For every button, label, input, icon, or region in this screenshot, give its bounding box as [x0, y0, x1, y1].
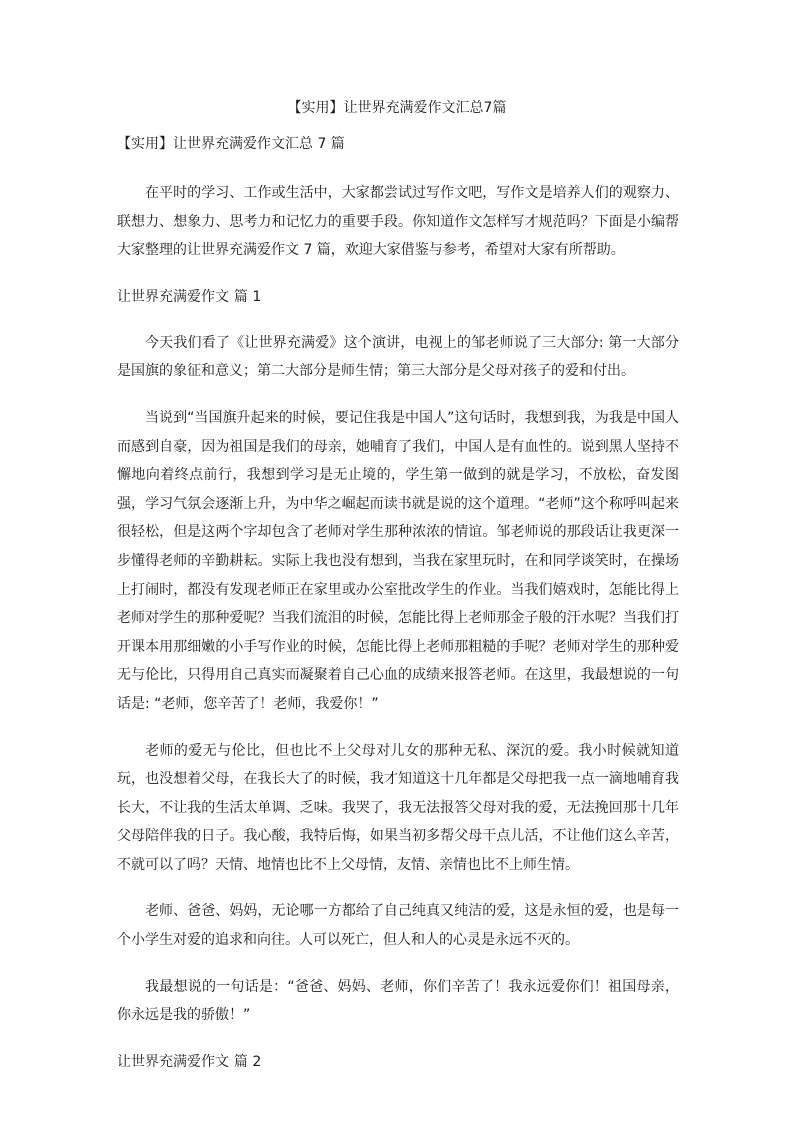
body-paragraph: 当说到“当国旗升起来的时候，要记住我是中国人”这句话时，我想到我，为我是中国人而感到自豪，因为祖国是我们的母亲，她哺育了我们，中国人是有血性的。说到黑人坚持不懈地向着终点前行，我想到学习是无止境的，学生第一做到的就是学习，不放松，奋发图强，学习气氛会逐渐上升，为中华之崛起而读书就是说的这个道理。“老师”这个称呼叫起来很轻松，但是这两个字却包含了老师对学生那种浓浓的情谊。邹老师说的那段话让我更深一步懂得老师的辛勤耕耘。实际上我也没有想到，当我在家里玩时，在和同学谈笑时，在操场上打闹时，都没有发现老师正在家里或办公室批改学生的作业。当我们嬉戏时，怎能比得上老师对学生的那种爱呢？当我们流泪的时候，怎能比得上老师那金子般的汗水呢？当我们打开课本用那细嫩的小手写作业的时候，怎能比得上老师那粗糙的手呢？老师对学生的那种爱无与伦比，只得用自己真实而凝聚着自己心血的成绩来报答老师。在这里，我最想说的一句话是: “老师，您辛苦了！老师，我爱你！”	[117, 409, 679, 712]
body-paragraph: 老师的爱无与伦比，但也比不上父母对儿女的那种无私、深沉的爱。我小时候就知道玩，也没想着父母，在我长大了的时候，我才知道这十几年都是父母把我一点一滴地哺育我长大，不让我的生活太单调、乏味。我哭了，我无法报答父母对我的爱，无法挽回那十几年父母陪伴我的日子。我心酸，我特后悔，如果当初多帮父母干点儿活，不让他们这么辛苦，不就可以了吗？天情、地情也比不上父母情，友情、亲情也比不上师生情。	[117, 742, 679, 873]
section-heading-1	[117, 283, 679, 311]
document-body	[117, 179, 679, 1094]
body-paragraph: 今天我们看了《让世界充满爱》这个演讲，电视上的邹老师说了三大部分: 第一大部分是国旗的象征和意义；第二大部分是师生情；第三大部分是父母对孩子的爱和付出。	[117, 334, 679, 380]
section-number: 篇 1	[233, 288, 262, 305]
section-number: 篇 2	[233, 1053, 262, 1070]
section-heading-text: 让世界充满爱作文	[117, 1053, 229, 1070]
body-paragraph: 我最想说的一句话是：“爸爸、妈妈、老师，你们辛苦了！我永远爱你们！祖国母亲，你永远是我的骄傲！”	[117, 978, 679, 1024]
document-subtitle: 【实用】让世界充满爱作文汇总 7 篇	[117, 136, 345, 152]
intro-paragraph: 在平时的学习、工作或生活中，大家都尝试过写作文吧，写作文是培养人们的观察力、联想力、想象力、思考力和记忆力的重要手段。你知道作文怎样写才规范吗？下面是小编帮大家整理的让世界充满爱作文 7 篇，欢迎大家借鉴与参考，希望对大家有所帮助。	[117, 185, 679, 259]
section-heading-text: 让世界充满爱作文	[117, 288, 229, 305]
document-title: 【实用】让世界充满爱作文汇总7篇	[287, 100, 507, 116]
body-paragraph: 老师、爸爸、妈妈，无论哪一方都给了自己纯真又纯洁的爱，这是永恒的爱，也是每一个小学生对爱的追求和向往。人可以死亡，但人和人的心灵是永远不灭的。	[117, 903, 679, 949]
section-heading-2	[117, 1048, 679, 1076]
